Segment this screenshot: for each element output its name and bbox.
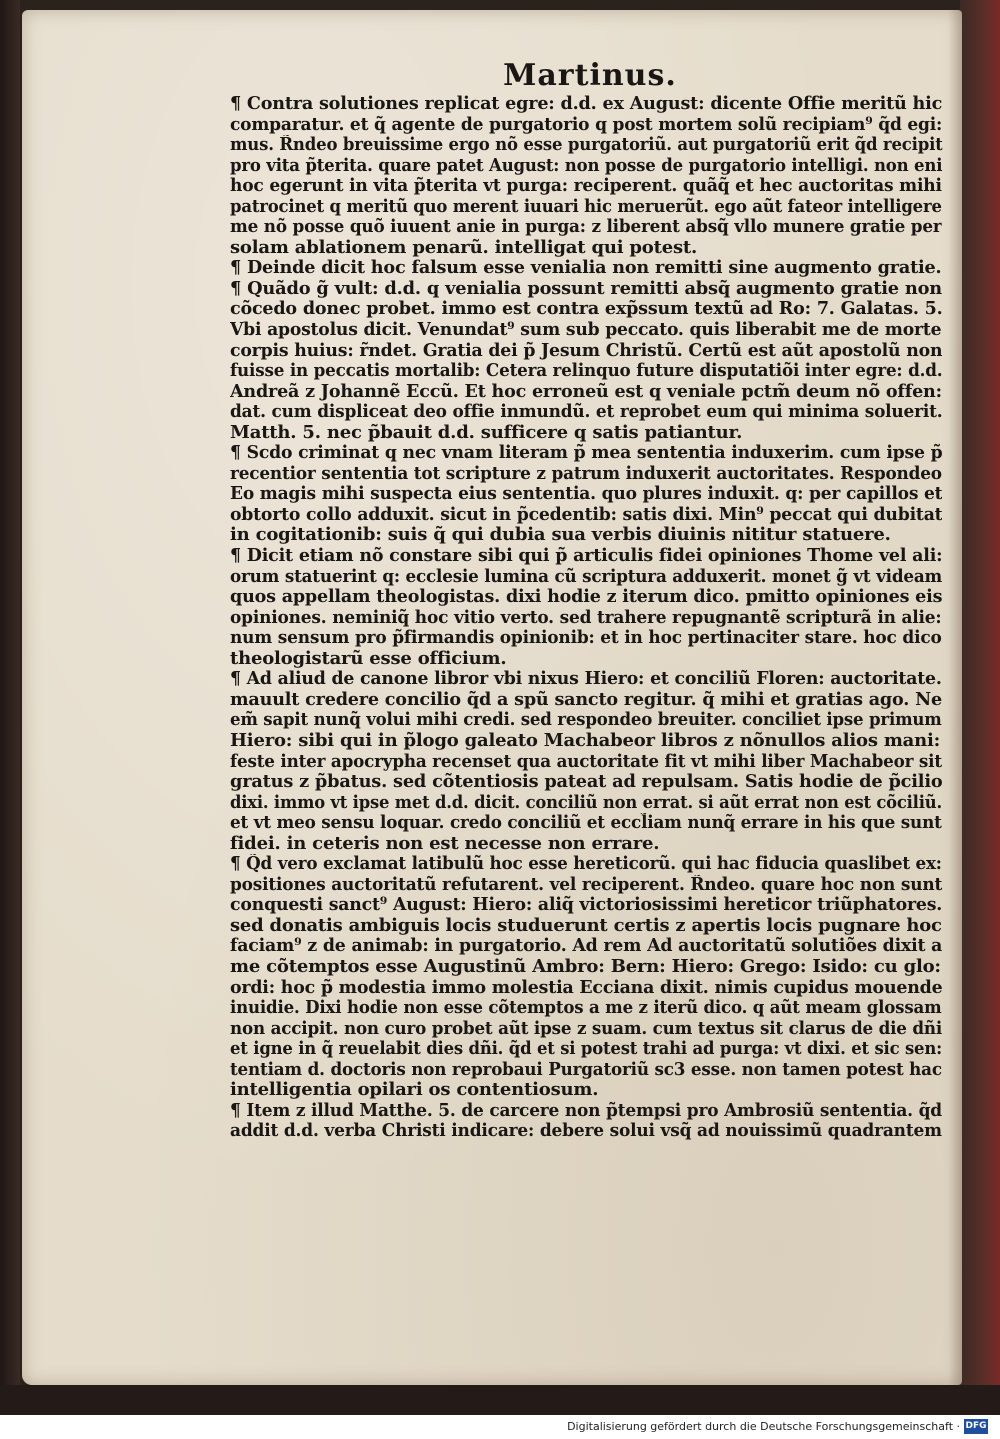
- text-line: orum statuerint q: ecclesie lumina cũ scriptura adduxerit. monet g̃ vt videam: [230, 566, 943, 587]
- text-line: positiones auctoritatũ refutarent. vel reciperent. R̃ndeo. quare hoc non sunt: [230, 874, 943, 895]
- text-line: ¶ Dicit etiam nõ constare sibi qui p̃ articulis fidei opiniones Thome vel ali:: [230, 546, 942, 567]
- footer-credit: Digitalisierung gefördert durch die Deutsche Forschungsgemeinschaft ·: [567, 1420, 960, 1433]
- text-line: obtorto collo adduxit. sicut in p̃cedentib: satis dixi. Min⁹ peccat qui dubitat: [230, 504, 943, 525]
- text-line: Hiero: sibi qui in p̃logo galeato Machabeor libros z nõnullos alios mani:: [230, 730, 941, 751]
- text-line: et igne in q̃ reuelabit dies dñi. q̃d et si potest trahi ad purga: vt dixi. et sic sen:: [230, 1039, 943, 1060]
- text-line: comparatur. et q̃ agente de purgatorio q post mortem solũ recipiam⁹ q̃d egi:: [230, 114, 943, 135]
- text-line: ordi: hoc p̃ modestia immo molestia Ecciana dixit. nimis cupidus mouende: [230, 977, 943, 998]
- text-line: cõcedo donec probet. immo est contra exp̃ssum textũ ad Ro: 7. Galatas. 5.: [230, 299, 943, 320]
- text-line: me nõ posse quõ iuuent anie in purga: z liberent absq̃ vllo munere gratie per: [230, 217, 942, 238]
- dfg-logo-icon: DFG: [964, 1419, 988, 1434]
- text-line: faciam⁹ z de animab: in purgatorio. Ad rem Ad auctoritatũ solutiões dixit a: [230, 936, 942, 957]
- text-line: Andreã z Johannẽ Eccũ. Et hoc erroneũ est q veniale pctm̃ deum nõ offen:: [230, 381, 942, 402]
- text-line: Eo magis mihi suspecta eius sententia. quo plures induxit. q: per capillos et: [230, 484, 942, 505]
- text-line: num sensum pro p̃firmandis opinionib: et in hoc pertinaciter stare. hoc dico: [230, 628, 942, 649]
- text-line: hoc egerunt in vita p̃terita vt purga: reciperent. quãq̃ et hec auctoritas mihi: [230, 176, 942, 197]
- running-head: Martinus.: [503, 58, 677, 93]
- text-line: recentior sententia tot scripture z patrum induxerit auctoritates. Respondeo: [230, 463, 942, 484]
- text-line: feste inter apocrypha recenset qua auctoritate fit vt mihi liber Machabeor sit: [230, 751, 942, 772]
- text-lines: [230, 94, 950, 1142]
- text-line: me cõtemptos esse Augustinũ Ambro: Bern: Hiero: Grego: Isido: cu glo:: [230, 956, 941, 977]
- text-line: tentiam d. doctoris non reprobaui Purgatoriũ sc3 esse. non tamen potest hac: [230, 1059, 942, 1080]
- text-line: addit d.d. verba Christi indicare: debere solui vsq̃ ad nouissimũ quadrantem: [230, 1121, 942, 1142]
- text-line: corpis huius: r̃ndet. Gratia dei p̃ Jesum Christũ. Certũ est aũt apostolũ non: [230, 340, 943, 361]
- text-line: in cogitationib: suis q̃ qui dubia sua verbis diuinis nititur statuere.: [230, 525, 891, 546]
- text-line: theologistarũ esse officium.: [230, 648, 507, 669]
- text-line: pro vita p̃terita. quare patet August: non posse de purgatorio intelligi. non eni: [230, 155, 943, 176]
- footer-bar: [0, 1415, 1000, 1439]
- text-line: non accipit. non curo probet aũt ipse z suam. cum textus sit clarus de die dñi: [230, 1018, 943, 1039]
- text-line: et vt meo sensu loquar. credo conciliũ et eccl̃iam nunq̃ errare in his que sunt: [230, 813, 942, 834]
- text-line: dixi. immo vt ipse met d.d. dicit. conciliũ non errat. si aũt errat non est cõciliũ.: [230, 792, 942, 813]
- text-line: ¶ Ad aliud de canone libror vbi nixus Hiero: et conciliũ Floren: auctoritate.: [230, 669, 942, 690]
- text-line: ¶ Scd̃o criminat q nec vnam literam p̃ mea sententia induxerim. cum ipse p̃: [230, 443, 943, 464]
- text-line: ¶ Q̃d vero exclamat latibulũ hoc esse hereticorũ. qui hac fiducia quaslibet ex:: [230, 854, 942, 875]
- text-line: sed donatis ambiguis locis studuerunt certis z apertis locis pugnare hoc: [230, 915, 942, 936]
- text-line: mus. R̃ndeo breuissime ergo nõ esse purgatoriũ. aut purgatoriũ erit q̃d recipit: [230, 135, 943, 156]
- text-line: patrocinet q meritũ quo merent iuuari hic meruerũt. ego aũt fateor intelligere: [230, 196, 942, 217]
- text-line: ¶ Contra solutiones replicat egre: d.d. ex August: dicente Offie meritũ hic: [230, 94, 943, 114]
- text-line: em̃ sapit nunq̃ volui mihi credi. sed respondeo breuiter. conciliet ipse primum: [230, 710, 942, 731]
- text-line: solam ablationem penarũ. intelligat qui potest.: [230, 237, 698, 258]
- binding-board-left: [0, 0, 20, 1415]
- text-line: Matth. 5. nec p̃bauit d.d. sufficere q satis patiantur.: [230, 422, 743, 443]
- text-line: dat. cum displiceat deo offie inmundũ. et reprobet eum qui minima soluerit.: [230, 402, 943, 423]
- text-line: intelligentia opilari os contentiosum.: [230, 1080, 599, 1101]
- page-text-block: [230, 58, 950, 1142]
- text-line: opiniones. neminiq̃ hoc vitio verto. sed trahere repugnantẽ scripturã in alie:: [230, 607, 942, 628]
- text-line: ¶ Item z illud Matthe. 5. de carcere non p̃tempsi pro Ambrosiũ sententia. q̃d: [230, 1100, 942, 1121]
- text-line: Vbi apostolus dicit. Venundat⁹ sum sub peccato. quis liberabit me de morte: [230, 320, 942, 341]
- text-line: ¶ Quãdo g̃ vult: d.d. q venialia possunt remitti absq̃ augmento gratie non: [230, 278, 943, 299]
- text-line: ¶ Deinde dicit hoc falsum esse venialia non remitti sine augmento gratie.: [230, 258, 942, 279]
- text-line: fidei. in ceteris non est necesse non errare.: [230, 833, 660, 854]
- text-line: conquesti sanct⁹ August: Hiero: aliq̃ victoriosissimi hereticor triũphatores.: [230, 895, 943, 916]
- page-edge-shadow: [948, 10, 962, 1385]
- binding-board-right: [960, 0, 1000, 1415]
- binding-board-bottom: [0, 1385, 1000, 1415]
- text-line: mauult credere concilio q̃d a spũ sancto regitur. q̃ mihi et gratias ago. Ne: [230, 689, 942, 710]
- text-line: fuisse in peccatis mortalib: Cetera relinquo future disputatiõi inter egre: d.d.: [230, 361, 943, 382]
- text-line: gratus z p̃batus. sed cõtentiosis pateat ad repulsam. Satis hodie de p̃cilio: [230, 772, 943, 793]
- text-line: quos appellam theologistas. dixi hodie z iterum dico. pmitto opiniones eis: [230, 587, 942, 608]
- text-line: inuidie. Dixi hodie non esse cõtemptos a me z iterũ dico. q aũt meam glossam: [230, 998, 942, 1019]
